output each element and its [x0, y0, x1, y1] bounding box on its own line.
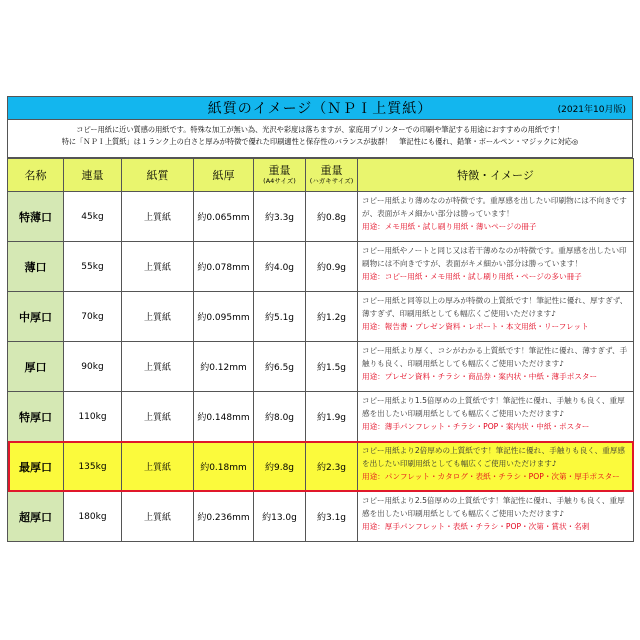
row-mass-postcard: 約1.2g [306, 292, 358, 342]
intro-line-1: コピー用紙に近い質感の用紙です。特殊な加工が無い為、光沢や彩度は落ちますが、家庭用プリンターでの印刷や筆記する用途におすすめの用紙です！ [76, 125, 564, 134]
row-feature [358, 392, 634, 442]
row-mass-a4: 約6.5g [254, 342, 306, 392]
row-mass-a4: 約3.3g [254, 192, 306, 242]
row-feature [358, 192, 634, 242]
table-header-row [8, 159, 634, 192]
page-title: 紙質のイメージ（ＮＰＩ上質紙） [207, 101, 433, 117]
row-mass-a4: 約5.1g [254, 292, 306, 342]
row-weight: 45kg [64, 192, 122, 242]
row-feature [358, 292, 634, 342]
row-feature [358, 492, 634, 542]
table-row [8, 192, 634, 242]
row-weight: 135kg [64, 442, 122, 492]
col-header-mass-a4 [254, 159, 306, 192]
row-weight: 55kg [64, 242, 122, 292]
row-usage: 用途：コピー用紙・メモ用紙・試し刷り用紙・ページの多い冊子 [362, 272, 582, 281]
col-header-feature: 特徴・イメージ [358, 159, 634, 192]
row-thickness: 約0.12mm [194, 342, 254, 392]
col-header-paper: 紙質 [122, 159, 194, 192]
row-thickness: 約0.078mm [194, 242, 254, 292]
row-thickness: 約0.148mm [194, 392, 254, 442]
row-description: コピー用紙より薄めなのが特徴です。重厚感を出したい印刷物には不向きですが、表面がキメ細かい部分は勝っています！ [362, 196, 627, 218]
row-description: コピー用紙より2倍厚めの上質紙です！筆記性に優れ、手触りも良く、重厚感を出したい印刷用紙としても幅広くご使用いただけます♪ [362, 446, 626, 468]
row-name: 超厚口 [8, 492, 64, 542]
row-paper: 上質紙 [122, 492, 194, 542]
row-name: 最厚口 [8, 442, 64, 492]
row-usage: 用途：メモ用紙・試し刷り用紙・薄いページの冊子 [362, 222, 537, 231]
row-paper: 上質紙 [122, 192, 194, 242]
row-usage: 用途：厚手パンフレット・表紙・チラシ・POP・次第・賞状・名刺 [362, 522, 590, 531]
table-row [8, 292, 634, 342]
row-feature [358, 342, 634, 392]
table-row [8, 342, 634, 392]
row-usage: 用途：プレゼン資料・チラシ・商品券・案内状・中紙・薄手ポスター [362, 372, 598, 381]
row-description: コピー用紙より1.5倍厚めの上質紙です！筆記性に優れ、手触りも良く、重厚感を出したい印刷用紙としても幅広くご使用いただけます♪ [362, 396, 625, 418]
row-description: コピー用紙より厚く、コシがわかる上質紙です！筆記性に優れ、薄すぎず、手触りも良く、印刷用紙としても幅広くご使用いただけます♪ [362, 346, 628, 368]
row-mass-postcard: 約2.3g [306, 442, 358, 492]
row-name: 中厚口 [8, 292, 64, 342]
row-weight: 70kg [64, 292, 122, 342]
table-row [8, 492, 634, 542]
row-name: 特薄口 [8, 192, 64, 242]
row-mass-postcard: 約0.8g [306, 192, 358, 242]
row-name: 厚口 [8, 342, 64, 392]
row-thickness: 約0.095mm [194, 292, 254, 342]
row-feature [358, 242, 634, 292]
paper-quality-sheet [7, 96, 633, 542]
col-header-mass-postcard [306, 159, 358, 192]
row-description: コピー用紙より2.5倍厚めの上質紙です！筆記性に優れ、手触りも良く、重厚感を出したい印刷用紙としても幅広くご使用いただけます♪ [362, 496, 625, 518]
col-header-weight: 連量 [64, 159, 122, 192]
row-mass-postcard: 約0.9g [306, 242, 358, 292]
row-feature [358, 442, 634, 492]
row-thickness: 約0.236mm [194, 492, 254, 542]
row-description: コピー用紙と同等以上の厚みが特徴の上質紙です！筆記性に優れ、厚すぎず、薄すぎず、印刷用紙としても幅広くご使用いただけます♪ [362, 296, 628, 318]
col-header-mass-a4-sub: (A4サイズ) [263, 177, 296, 185]
spec-table [7, 158, 634, 542]
row-mass-postcard: 約1.9g [306, 392, 358, 442]
col-header-mass-postcard-sub: (ハガキサイズ) [309, 177, 354, 185]
row-mass-a4: 約13.0g [254, 492, 306, 542]
col-header-mass-postcard-label: 重量 [320, 164, 343, 177]
row-paper: 上質紙 [122, 392, 194, 442]
row-paper: 上質紙 [122, 242, 194, 292]
intro-line-2: 特に「ＮＰＩ上質紙」は１ランク上の白さと厚みが特徴で優れた印刷適性と保存性のバランスが抜群！ 筆記性にも優れ、鉛筆・ボールペン・マジックに対応◎ [61, 137, 579, 146]
col-header-mass-a4-label: 重量 [268, 164, 291, 177]
table-row [8, 242, 634, 292]
title-bar [7, 96, 633, 120]
col-header-name: 名称 [8, 159, 64, 192]
row-mass-postcard: 約3.1g [306, 492, 358, 542]
edition-label: (2021年10月版) [557, 105, 626, 115]
row-weight: 110kg [64, 392, 122, 442]
col-header-thickness: 紙厚 [194, 159, 254, 192]
row-mass-a4: 約8.0g [254, 392, 306, 442]
row-thickness: 約0.065mm [194, 192, 254, 242]
row-thickness: 約0.18mm [194, 442, 254, 492]
row-paper: 上質紙 [122, 292, 194, 342]
row-paper: 上質紙 [122, 342, 194, 392]
row-name: 特厚口 [8, 392, 64, 442]
row-mass-a4: 約4.0g [254, 242, 306, 292]
row-usage: 用途：薄手パンフレット・チラシ・POP・案内状・中紙・ポスター [362, 422, 590, 431]
row-description: コピー用紙やノートと同じ又は若干薄めなのが特徴です。重厚感を出したい印刷物には不向きですが、表面がキメ細かい部分は勝っています！ [362, 246, 627, 268]
intro-text [7, 120, 633, 158]
row-usage: 用途：パンフレット・カタログ・表紙・チラシ・POP・次第・厚手ポスター [362, 472, 620, 481]
table-row [8, 392, 634, 442]
row-paper: 上質紙 [122, 442, 194, 492]
row-weight: 90kg [64, 342, 122, 392]
row-mass-postcard: 約1.5g [306, 342, 358, 392]
row-name: 薄口 [8, 242, 64, 292]
row-mass-a4: 約9.8g [254, 442, 306, 492]
row-usage: 用途：報告書・プレゼン資料・レポート・本文用紙・リーフレット [362, 322, 589, 331]
table-row-highlighted [8, 442, 634, 492]
row-weight: 180kg [64, 492, 122, 542]
